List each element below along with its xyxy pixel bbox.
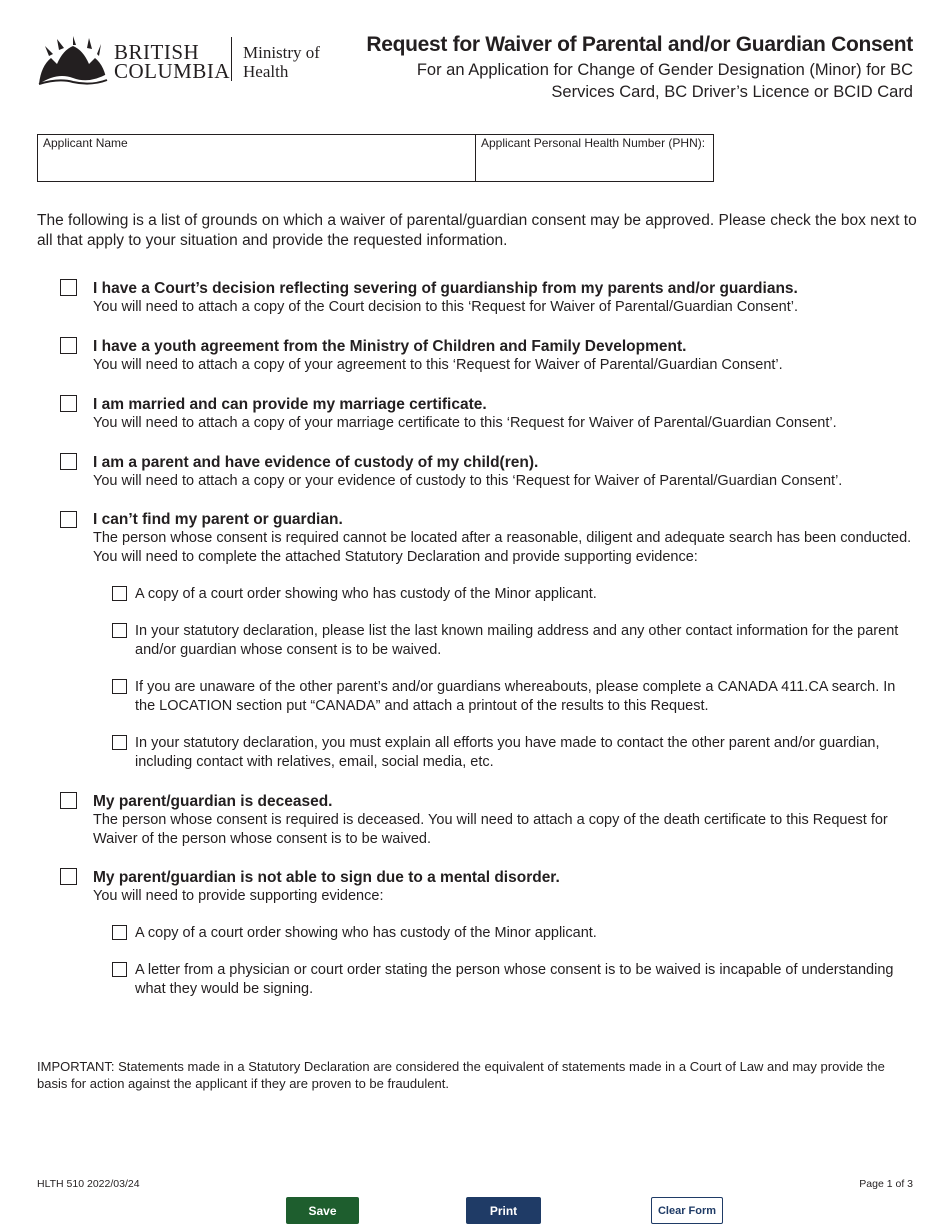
checkbox-court-decision[interactable] [60, 279, 77, 296]
ministry-line-2: Health [243, 62, 289, 81]
checkbox-canada411-search[interactable] [112, 679, 127, 694]
applicant-name-field[interactable] [38, 135, 476, 181]
important-notice: IMPORTANT: Statements made in a Statutory Declaration are considered the equivalent of statements made in a Court of Law and may provide the basis for action against the applicant if they are proven to be fraudulent. [37, 1059, 885, 1091]
logo-line-columbia: COLUMBIA [114, 59, 231, 83]
page-number: Page 1 of 3 [859, 1178, 913, 1190]
sub-item-text: In your statutory declaration, please list the last known mailing address and any other contact information for the parent and/or guardian whose consent is to be waived. [135, 623, 899, 658]
checkbox-court-order-custody[interactable] [112, 586, 127, 601]
checkbox-court-order-custody-2[interactable] [112, 925, 127, 940]
applicant-name-label: Applicant Name [43, 136, 128, 150]
logo-wordmark [114, 40, 231, 83]
checkbox-parent-deceased[interactable] [60, 792, 77, 809]
item-title: My parent/guardian is deceased. [93, 793, 333, 810]
ministry-name [243, 43, 320, 81]
sub-item-text: A copy of a court order showing who has custody of the Minor applicant. [135, 925, 597, 941]
checkbox-physician-letter[interactable] [112, 962, 127, 977]
item-title: I am married and can provide my marriage certificate. [93, 396, 487, 413]
logo-line-british: BRITISH [114, 40, 200, 64]
print-button[interactable]: Print [466, 1197, 541, 1224]
item-description: The person whose consent is required is deceased. You will need to attach a copy of the death certificate to this Request for Waiver of the person whose consent is to be waived. [93, 812, 888, 847]
subtitle-line-1: For an Application for Change of Gender Designation (Minor) for BC [416, 61, 913, 79]
item-title: I have a Court’s decision reflecting severing of guardianship from my parents and/or guardians. [93, 280, 798, 297]
checkbox-cannot-find-parent[interactable] [60, 511, 77, 528]
subtitle-line-2: Services Card, BC Driver’s Licence or BCID Card [551, 83, 913, 101]
checkbox-youth-agreement[interactable] [60, 337, 77, 354]
sub-item-text: If you are unaware of the other parent’s and/or guardians whereabouts, please complete a CANADA 411.CA search. In the LOCATION section put “CANADA” and attach a printout of the results to this Request. [135, 679, 896, 714]
intro-text: The following is a list of grounds on which a waiver of parental/guardian consent may be approved. Please check the box next to all that apply to your situation and provide the requested information. [37, 212, 917, 249]
form-subtitle [373, 59, 913, 103]
sub-item-text: A copy of a court order showing who has custody of the Minor applicant. [135, 586, 597, 602]
item-title: I am a parent and have evidence of custody of my child(ren). [93, 454, 539, 471]
checkbox-parent-custody[interactable] [60, 453, 77, 470]
save-button[interactable]: Save [286, 1197, 359, 1224]
item-description: You will need to attach a copy of your agreement to this ‘Request for Waiver of Parental/Guardian Consent’. [93, 357, 783, 373]
ministry-line-1: Ministry of [243, 43, 320, 62]
item-description: You will need to attach a copy of the Court decision to this ‘Request for Waiver of Parental/Guardian Consent’. [93, 299, 798, 315]
checkbox-married[interactable] [60, 395, 77, 412]
item-description: The person whose consent is required cannot be located after a reasonable, diligent and adequate search has been conducted. You will need to complete the attached Statutory Declaration and provide supporting evidence: [93, 530, 912, 565]
item-title: My parent/guardian is not able to sign due to a mental disorder. [93, 869, 560, 886]
checkbox-mental-disorder[interactable] [60, 868, 77, 885]
form-id: HLTH 510 2022/03/24 [37, 1178, 140, 1190]
item-title: I can’t find my parent or guardian. [93, 511, 343, 528]
item-title: I have a youth agreement from the Ministry of Children and Family Development. [93, 338, 687, 355]
logo-divider [231, 37, 232, 81]
applicant-phn-label: Applicant Personal Health Number (PHN): [481, 136, 706, 150]
applicant-phn-field[interactable] [476, 135, 713, 181]
applicant-info-box [37, 134, 714, 182]
item-description: You will need to attach a copy of your marriage certificate to this ‘Request for Waiver of Parental/Guardian Consent’. [93, 415, 837, 431]
bc-government-logo [37, 34, 327, 90]
checkbox-contact-efforts[interactable] [112, 735, 127, 750]
item-description: You will need to provide supporting evidence: [93, 888, 384, 904]
sub-item-text: A letter from a physician or court order stating the person whose consent is to be waived is incapable of understanding what they would be signing. [135, 962, 894, 997]
item-description: You will need to attach a copy or your evidence of custody to this ‘Request for Waiver of Parental/Guardian Consent’. [93, 473, 843, 489]
clear-form-button[interactable]: Clear Form [651, 1197, 723, 1224]
bc-sun-logo-icon [37, 36, 109, 86]
checkbox-last-known-address[interactable] [112, 623, 127, 638]
sub-item-text: In your statutory declaration, you must explain all efforts you have made to contact the other parent and/or guardian, including contact with relatives, email, social media, etc. [135, 735, 880, 770]
form-title: Request for Waiver of Parental and/or Guardian Consent [366, 33, 913, 56]
